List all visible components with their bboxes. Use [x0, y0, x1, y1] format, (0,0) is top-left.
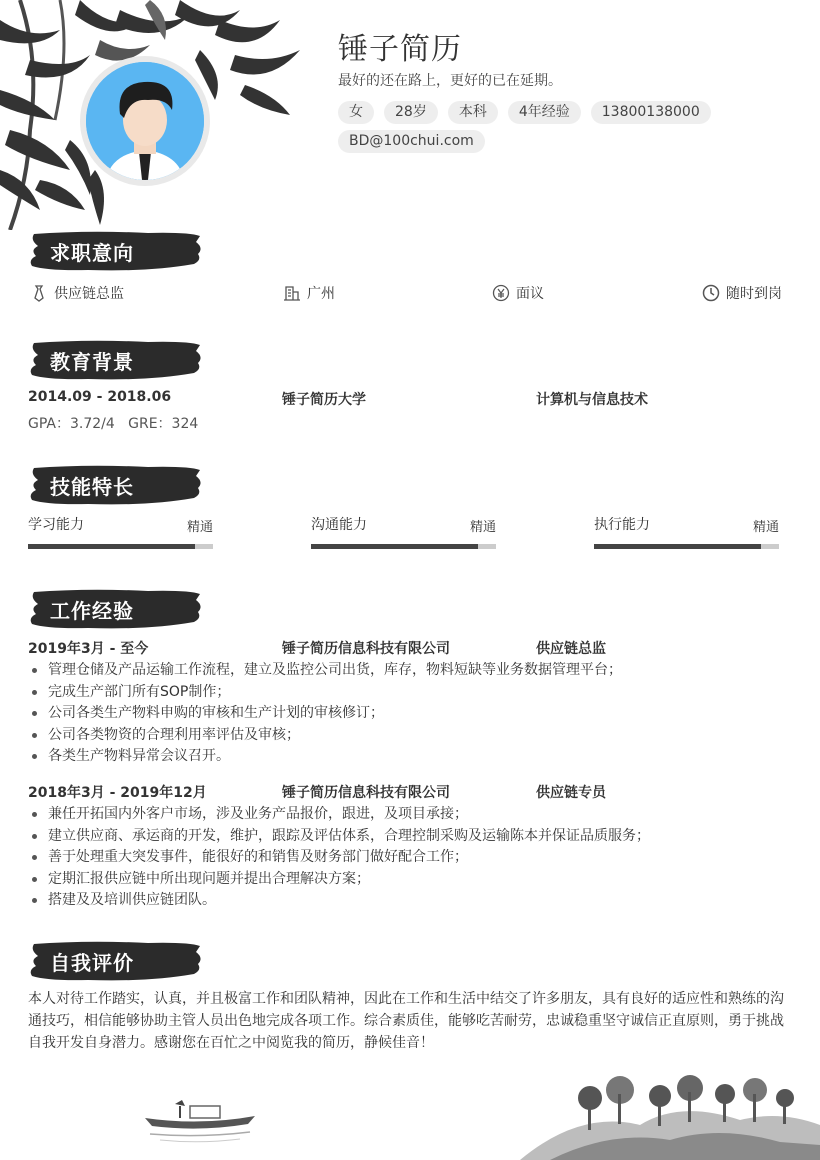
candidate-name: 锤子简历	[338, 32, 462, 67]
intent-salary	[492, 283, 544, 303]
intent-city-label: 广州	[307, 286, 335, 302]
list-item: 定期汇报供应链中所出现问题并提出合理解决方案；	[28, 869, 650, 891]
section-title-text: 工作经验	[50, 599, 134, 623]
work-company: 锤子简历信息科技有限公司	[282, 785, 450, 801]
skill-level: 精通	[469, 520, 496, 535]
self-evaluation-text: 本人对待工作踏实，认真，并且极富工作和团队精神，因此在工作和生活中结交了许多朋友，具有良好的适应性和熟练的沟通技巧，相信能够协助主管人员出色地完成各项工作。综合素质佳，能够吃苦耐劳，忠诚稳重坚守诚信正直原则，勇于挑战自我开发自身潜力。感谢您在百忙之中阅览我的简历，静候佳音！	[28, 991, 784, 1051]
section-title-text: 自我评价	[50, 951, 134, 975]
skill-name: 沟通能力	[311, 517, 367, 533]
intent-availability	[702, 283, 782, 303]
list-item: 善于处理重大突发事件，能很好的和销售及财务部门做好配合工作；	[28, 847, 650, 869]
building-icon	[283, 284, 301, 302]
section-title-intent	[28, 230, 206, 272]
gender-tag: 女	[338, 101, 374, 124]
landscape-decoration	[520, 1070, 820, 1160]
skill-bar	[594, 544, 779, 549]
skill-item	[594, 514, 779, 549]
boat-decoration	[140, 1098, 260, 1148]
section-title-skills	[28, 464, 206, 506]
yen-icon	[492, 284, 510, 302]
work-period: 2019年3月 - 至今	[28, 641, 149, 657]
list-item: 兼任开拓国内外客户市场，涉及业务产品报价，跟进，及项目承接；	[28, 804, 650, 826]
section-title-text: 技能特长	[50, 475, 134, 499]
section-title-text: 教育背景	[50, 350, 134, 374]
list-item: 建立供应商、承运商的开发，维护，跟踪及评估体系，合理控制采购及运输陈本并保证品质服务；	[28, 826, 650, 848]
work-duties	[28, 804, 650, 912]
skill-bar-fill	[28, 544, 195, 549]
list-item: 各类生产物料异常会议召开。	[28, 746, 622, 768]
skill-name: 学习能力	[28, 517, 84, 533]
skill-bar	[311, 544, 496, 549]
intent-position	[30, 283, 124, 303]
work-title: 供应链专员	[536, 785, 606, 801]
list-item: 完成生产部门所有SOP制作；	[28, 682, 622, 704]
skill-bar-fill	[594, 544, 761, 549]
intent-city	[283, 283, 335, 303]
work-duties	[28, 660, 622, 768]
experience-tag: 4年经验	[508, 101, 581, 124]
list-item: 搭建及及培训供应链团队。	[28, 890, 650, 912]
email-tag: BD@100chui.com	[338, 130, 485, 153]
skill-name: 执行能力	[594, 517, 650, 533]
intent-position-label: 供应链总监	[54, 286, 124, 302]
skill-level: 精通	[752, 520, 779, 535]
intent-salary-label: 面议	[516, 286, 544, 302]
phone-tag: 13800138000	[591, 101, 711, 124]
avatar-person-icon	[86, 62, 204, 180]
section-title-text: 求职意向	[50, 241, 134, 265]
work-company: 锤子简历信息科技有限公司	[282, 641, 450, 657]
education-period: 2014.09 - 2018.06	[28, 389, 172, 405]
section-title-work	[28, 588, 206, 630]
skill-bar-fill	[311, 544, 478, 549]
skill-level: 精通	[186, 520, 213, 535]
education-scores: GPA：3.72/4 GRE：324	[28, 416, 199, 432]
tie-icon	[30, 284, 48, 302]
list-item: 公司各类生产物料申购的审核和生产计划的审核修订；	[28, 703, 622, 725]
skill-bar	[28, 544, 213, 549]
skill-item	[28, 514, 213, 549]
work-title: 供应链总监	[536, 641, 606, 657]
clock-icon	[702, 284, 720, 302]
intent-availability-label: 随时到岗	[726, 286, 782, 302]
section-title-education	[28, 339, 206, 381]
work-period: 2018年3月 - 2019年12月	[28, 785, 207, 801]
education-school: 锤子简历大学	[282, 392, 366, 408]
degree-tag: 本科	[448, 101, 498, 124]
section-title-self	[28, 940, 206, 982]
skill-item	[311, 514, 496, 549]
list-item: 公司各类物资的合理利用率评估及审核；	[28, 725, 622, 747]
age-tag: 28岁	[384, 101, 438, 124]
info-tags	[338, 101, 778, 153]
education-major: 计算机与信息技术	[536, 392, 648, 408]
avatar	[86, 62, 204, 180]
motto: 最好的还在路上，更好的已在延期。	[338, 73, 562, 89]
list-item: 管理仓储及产品运输工作流程，建立及监控公司出货，库存，物料短缺等业务数据管理平台；	[28, 660, 622, 682]
